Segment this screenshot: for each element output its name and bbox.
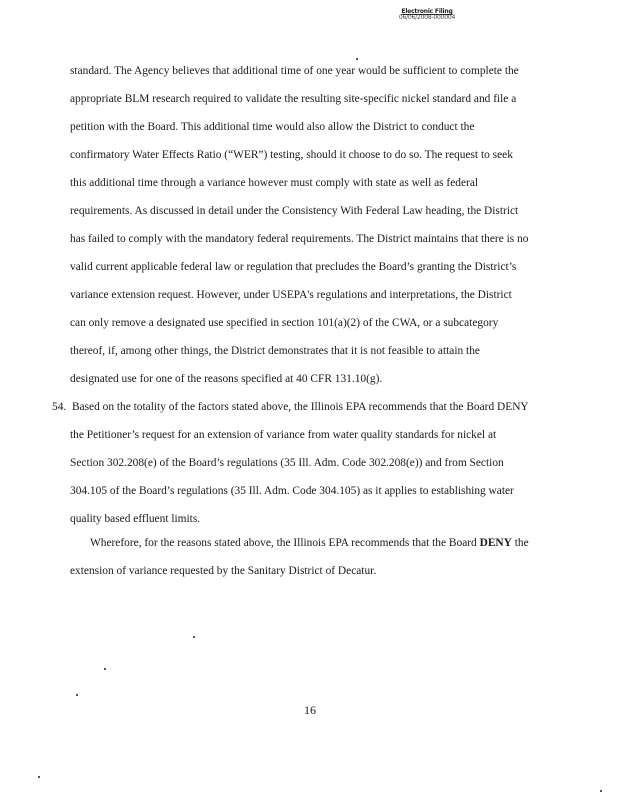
filing-stamp-title: Electronic Filing — [401, 8, 453, 15]
body-line: valid current applicable federal law or regulation that precludes the Board’s granting the District’s — [70, 261, 517, 273]
filing-stamp-date: 06/06/2008-000004 — [398, 14, 456, 21]
body-line: standard. The Agency believes that additional time of one year would be sufficient to complete the — [70, 65, 519, 77]
body-line: this additional time through a variance however must comply with state as well as federal — [70, 177, 479, 189]
scan-speck — [193, 636, 195, 638]
paragraph-54-text: Based on the totality of the factors stated above, the Illinois EPA recommends that the Board DENY — [71, 401, 529, 413]
body-line: thereof, if, among other things, the District demonstrates that it is not feasible to attain the — [70, 345, 480, 357]
body-line: requirements. As discussed in detail under the Consistency With Federal Law heading, the District — [70, 205, 519, 217]
body-line: confirmatory Water Effects Ratio (“WER”) testing, should it choose to do so. The request to seek — [70, 149, 513, 161]
conclusion-text: Wherefore, for the reasons stated above, the Illinois EPA recommends that the Board — [90, 537, 480, 549]
body-line: appropriate BLM research required to validate the resulting site-specific nickel standard and file a — [70, 93, 517, 105]
scan-speck — [600, 790, 602, 792]
conclusion-line — [90, 536, 529, 550]
body-line: can only remove a designated use specified in section 101(a)(2) of the CWA, or a subcategory — [70, 317, 499, 329]
body-line: quality based effluent limits. — [70, 513, 201, 525]
body-line: variance extension request. However, under USEPA's regulations and interpretations, the District — [70, 289, 512, 301]
conclusion-text-end: the — [511, 537, 529, 549]
paragraph-number: 54. — [52, 401, 67, 413]
scan-speck — [104, 668, 106, 670]
body-line: has failed to comply with the mandatory federal requirements. The District maintains that there is no — [70, 233, 529, 245]
scan-speck — [38, 776, 40, 778]
scan-speck — [76, 694, 78, 696]
deny-emphasis: DENY — [479, 537, 512, 549]
body-line: Section 302.208(e) of the Board’s regulations (35 Ill. Adm. Code 302.208(e)) and from Section — [70, 457, 504, 469]
body-line: designated use for one of the reasons specified at 40 CFR 131.10(g). — [70, 373, 383, 385]
body-line: 304.105 of the Board’s regulations (35 Ill. Adm. Code 304.105) as it applies to establishing water — [70, 485, 514, 497]
page-number: 16 — [304, 703, 316, 717]
conclusion-line: extension of variance requested by the Sanitary District of Decatur. — [70, 565, 377, 577]
body-line: the Petitioner’s request for an extension of variance from water quality standards for nickel at — [70, 429, 497, 441]
scan-speck — [356, 58, 358, 60]
body-line: petition with the Board. This additional time would also allow the District to conduct the — [70, 121, 475, 133]
numbered-paragraph-54-first-line — [52, 400, 529, 414]
filing-stamp — [392, 9, 462, 21]
